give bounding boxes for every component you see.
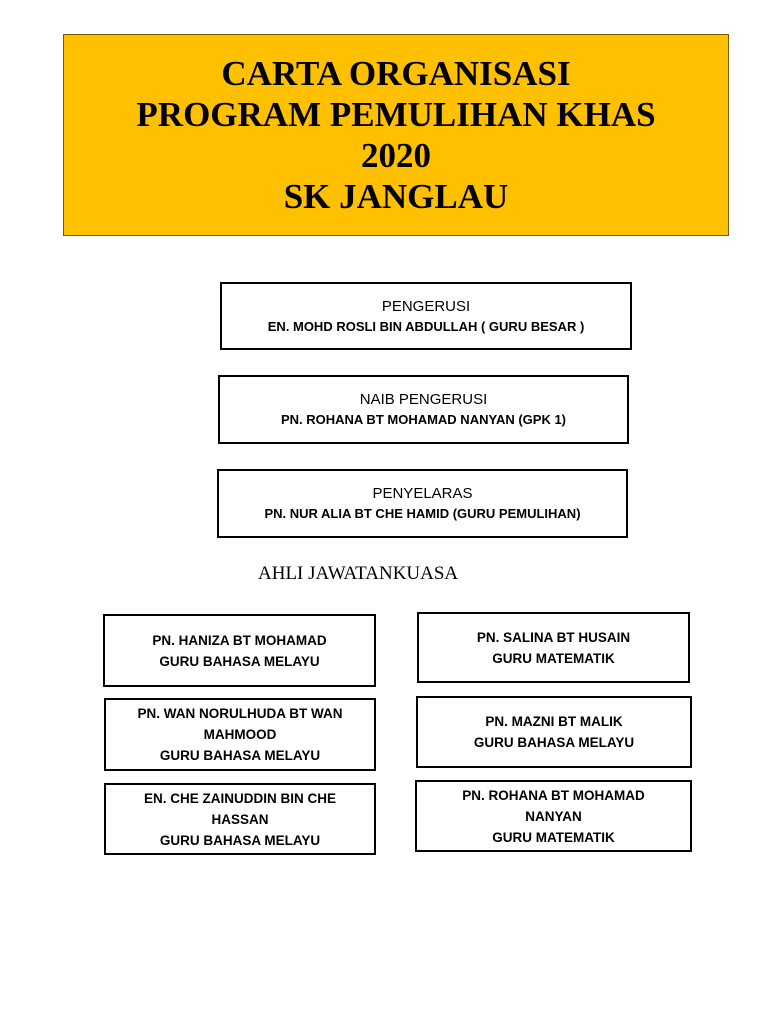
- title-banner: [63, 34, 729, 236]
- chairman-role: PENGERUSI: [381, 297, 471, 315]
- title-line-4: SK JANGLAU: [283, 177, 509, 216]
- chairman-name: EN. MOHD ROSLI BIN ABDULLAH ( GURU BESAR ): [267, 318, 585, 334]
- committee-member-box: [416, 696, 692, 768]
- member-role: GURU MATEMATIK: [492, 829, 615, 845]
- title-line-1: CARTA ORGANISASI: [221, 54, 571, 93]
- member-name: EN. CHE ZAINUDDIN BIN CHE HASSAN: [143, 790, 336, 827]
- vice-chairman-box: [218, 375, 629, 444]
- committee-member-box: [415, 780, 692, 852]
- committee-member-box: [417, 612, 690, 683]
- coordinator-box: [217, 469, 628, 538]
- vice-chairman-role: NAIB PENGERUSI: [359, 391, 488, 408]
- committee-member-box: [103, 614, 376, 687]
- member-name: PN. ROHANA BT MOHAMAD NANYAN: [462, 787, 645, 824]
- coordinator-role: PENYELARAS: [372, 485, 473, 502]
- member-name: PN. WAN NORULHUDA BT WAN MAHMOOD: [137, 706, 343, 742]
- committee-member-box: [104, 698, 376, 771]
- title-line-3: 2020: [361, 136, 431, 175]
- member-role: GURU BAHASA MELAYU: [159, 653, 320, 669]
- member-name: PN. HANIZA BT MOHAMAD: [152, 632, 327, 648]
- member-role: GURU MATEMATIK: [492, 650, 615, 666]
- member-role: GURU BAHASA MELAYU: [473, 735, 635, 750]
- member-role: GURU BAHASA MELAYU: [159, 748, 321, 763]
- committee-heading: AHLI JAWATANKUASA: [258, 563, 459, 584]
- committee-member-box: [104, 783, 376, 855]
- title-line-2: PROGRAM PEMULIHAN KHAS: [136, 95, 656, 134]
- member-role: GURU BAHASA MELAYU: [159, 832, 321, 848]
- chairman-box: [220, 282, 632, 350]
- coordinator-name: PN. NUR ALIA BT CHE HAMID (GURU PEMULIHAN): [264, 506, 581, 521]
- member-name: PN. MAZNI BT MALIK: [485, 714, 623, 729]
- member-name: PN. SALINA BT HUSAIN: [476, 629, 631, 645]
- vice-chairman-name: PN. ROHANA BT MOHAMAD NANYAN (GPK 1): [280, 412, 567, 427]
